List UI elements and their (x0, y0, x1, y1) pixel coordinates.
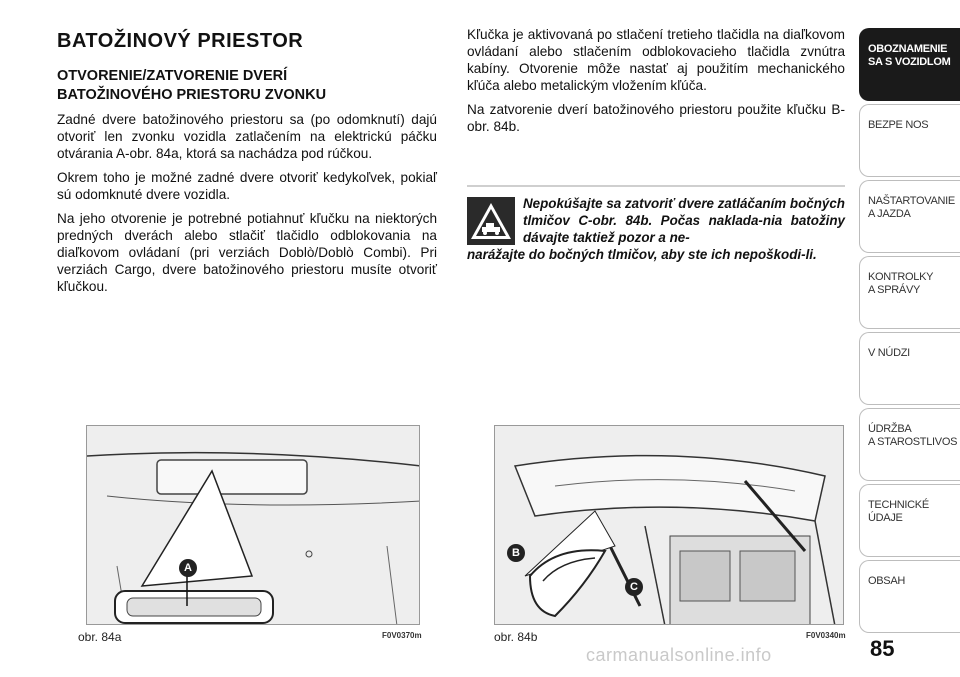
figure-code: F0V0340m (806, 631, 846, 640)
tab-label: A STAROSTLIVOS (868, 436, 958, 448)
tab-nastartovanie[interactable] (859, 180, 960, 253)
paragraph: Kľučka je aktivovaná po stlačení tretieho tlačidla na diaľkovom ovládaní alebo stlačením odblokovacieho tlačidla zvnútra kabíny. Otvorenie môže nastať aj použitím mechanického kľúča alebo metalickým vložením kľúča. (467, 27, 845, 93)
section-title: BATOŽINOVÝ PRIESTOR (57, 30, 304, 52)
paragraph: Na zatvorenie dverí batožinového priestoru použite kľučku B-obr. 84b. (467, 102, 845, 134)
figure-caption: obr. 84a (78, 630, 122, 644)
tab-oboznamenie[interactable] (859, 28, 960, 101)
paragraph: Zadné dvere batožinového priestoru sa (po odomknutí) dajú otvoriť len zvonku vozidla zatlačením na elektrickú páčku otvárania A-obr. 84a, ktorá sa nachádza pod rúčkou. (57, 112, 437, 161)
tab-label: A SPRÁVY (868, 284, 921, 296)
watermark: carmanualsonline.info (586, 645, 772, 665)
figure-84a (86, 425, 420, 625)
tailgate-illustration (87, 426, 420, 625)
callout-c: C (625, 578, 643, 596)
tab-label: BEZPE NOS (868, 119, 929, 131)
paragraph: Okrem toho je možné zadné dvere otvoriť kedykoľvek, pokiaľ sú odomknuté dvere vozidla. (57, 170, 437, 202)
tab-bezpecnost[interactable] (859, 104, 960, 177)
tab-obsah[interactable] (859, 560, 960, 633)
tab-udrzba[interactable] (859, 408, 960, 481)
tab-label: V NÚDZI (868, 347, 910, 359)
page-number: 85 (870, 636, 895, 661)
tab-label: A JAZDA (868, 208, 911, 220)
figure-caption: obr. 84b (494, 630, 538, 644)
tab-label: OBSAH (868, 575, 906, 587)
warning-icon (467, 197, 515, 245)
paragraph: Na jeho otvorenie je potrebné potiahnuť kľučku na niektorých predných dverách alebo stlačiť tlačidlo odblokovania na diaľkovom ovládaní (pri verziách Doblò/Doblò Combi). Pri verziách Cargo, dvere batožinového priestoru musíte otvoriť kľučkou. (57, 211, 437, 294)
subsection-title-line2: BATOŽINOVÉHO PRIESTORU ZVONKU (57, 87, 327, 103)
warning-box (467, 185, 845, 263)
tab-label: TECHNICKÉ (868, 499, 929, 511)
tab-label: SA S VOZIDLOM (868, 56, 951, 68)
tab-technicke-udaje[interactable] (859, 484, 960, 557)
tab-label: NAŠTARTOVANIE (868, 195, 955, 207)
tab-v-nudzi[interactable] (859, 332, 960, 405)
subsection-title-line1: OTVORENIE/ZATVORENIE DVERÍ (57, 68, 288, 84)
tab-label: OBOZNAMENIE (868, 43, 948, 55)
warning-rest: narážajte do bočných tlmičov, aby ste ich nepoškodi-li. (467, 247, 817, 262)
tab-kontrolky[interactable] (859, 256, 960, 329)
tab-label: KONTROLKY (868, 271, 934, 283)
open-tailgate-illustration (495, 426, 844, 625)
chapter-tabs (859, 28, 960, 636)
warning-text (467, 195, 845, 263)
tab-label: ÚDAJE (868, 512, 903, 524)
right-column (467, 26, 845, 142)
callout-a: A (179, 559, 197, 577)
figure-84b (494, 425, 844, 625)
left-column (57, 30, 437, 302)
figure-code: F0V0370m (382, 631, 422, 640)
warning-lead: Nepokúšajte sa zatvoriť dvere zatláčaním bočných tlmičov C-obr. 84b. Počas naklada-nia batožiny dávajte taktiež pozor a ne- (523, 196, 845, 245)
subsection-title (57, 67, 437, 105)
tab-label: ÚDRŽBA (868, 423, 912, 435)
callout-b: B (507, 544, 525, 562)
